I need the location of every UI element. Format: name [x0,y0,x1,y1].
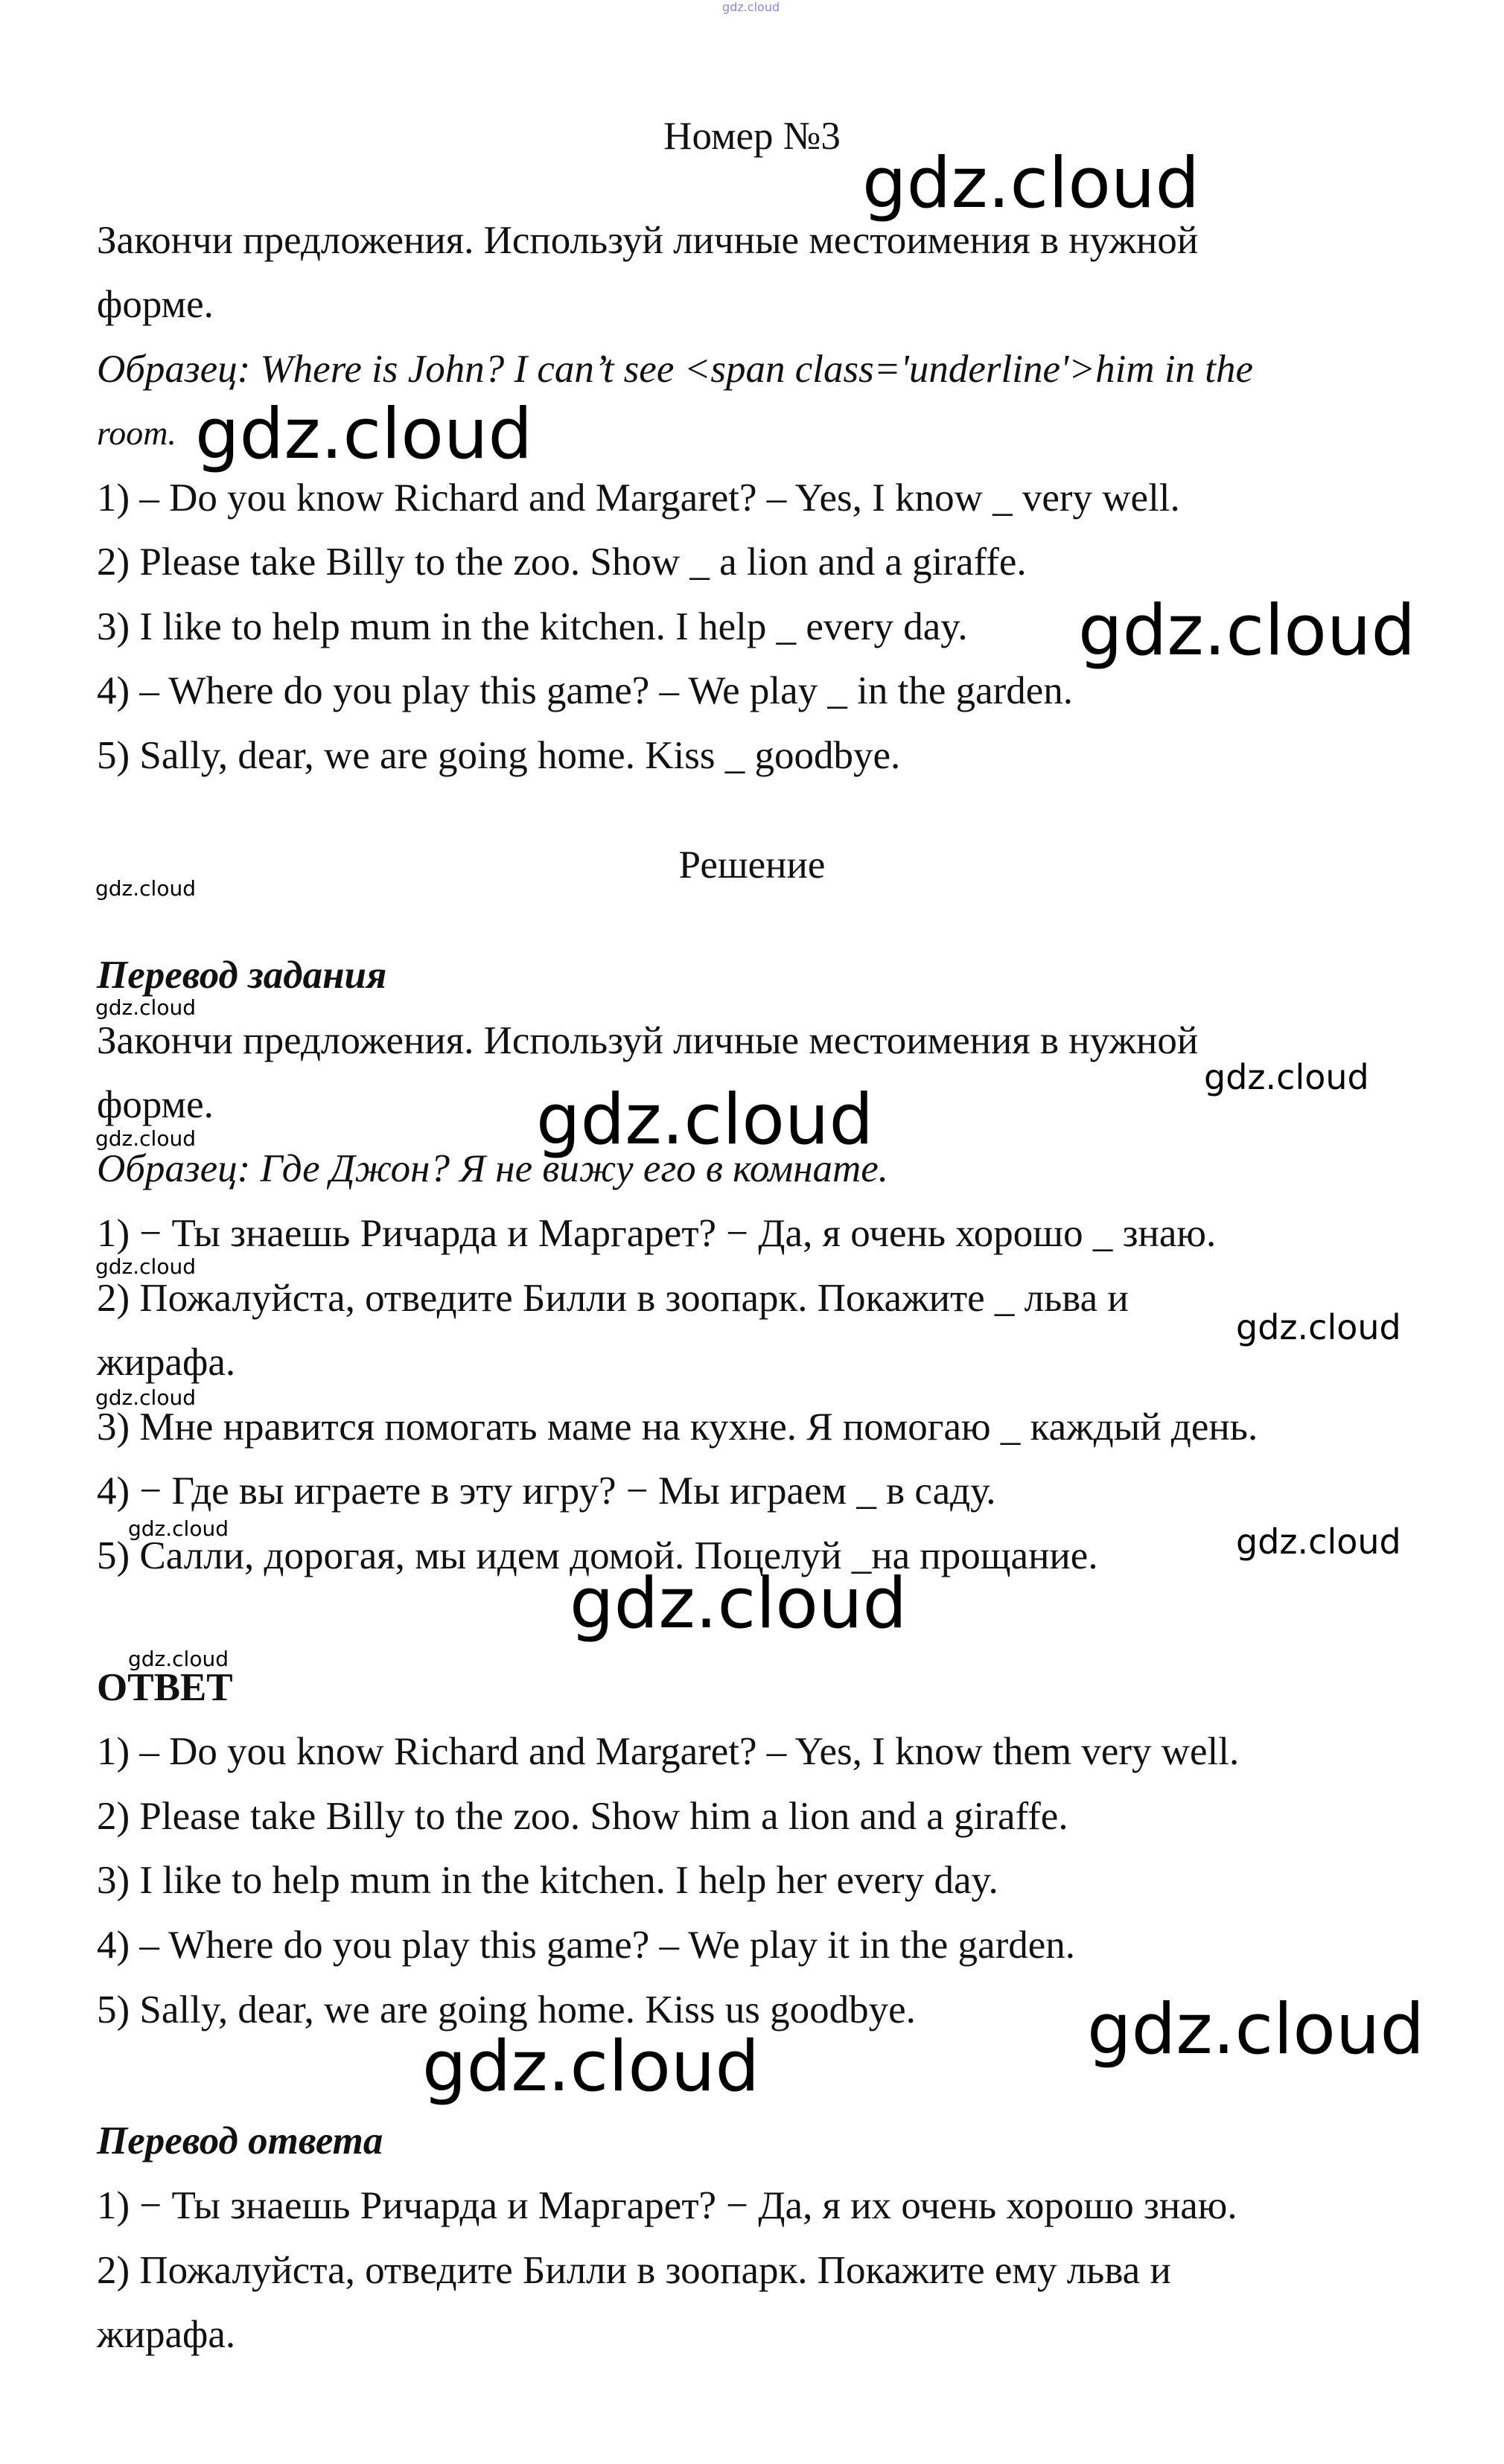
page-title: Номер №3 [663,115,841,158]
task-item: 3) I like to help mum in the kitchen. I help _ every day. [97,605,968,648]
task-example-line-1: Образец: Where is John? I can’t see <span class='underline'>him in the [97,348,1254,391]
watermark: gdz.cloud [1236,1522,1401,1562]
answer-translation-item: 1) − Ты знаешь Ричарда и Маргарет? − Да, я их очень хорошо знаю. [97,2184,1237,2227]
watermark: gdz.cloud [862,143,1200,224]
answer-translation-item: 2) Пожалуйста, отведите Билли в зоопарк. Покажите ему льва и [97,2249,1171,2292]
watermark: gdz.cloud [195,394,533,475]
translation-item: 5) Салли, дорогая, мы идем домой. Поцелуй _на прощание. [97,1534,1098,1577]
task-instruction-line-1: Закончи предложения. Используй личные местоимения в нужной [97,219,1199,262]
answer-translation-item: жирафа. [97,2313,236,2356]
translation-item: жирафа. [97,1341,236,1384]
watermark-tiny: gdz.cloud [722,0,780,14]
task-item: 1) – Do you know Richard and Margaret? – Yes, I know _ very well. [97,476,1180,520]
watermark: gdz.cloud [95,876,196,901]
translation-item: 4) − Где вы играете в эту игру? − Мы играем _ в саду. [97,1469,996,1513]
task-item: 4) – Where do you play this game? – We play _ in the garden. [97,669,1074,712]
translation-example: Образец: Где Джон? Я не вижу его в комнате. [97,1147,889,1190]
answer-item: 2) Please take Billy to the zoo. Show him a lion and a giraffe. [97,1795,1068,1838]
watermark: gdz.cloud [95,1254,196,1279]
solution-title: Решение [678,843,826,887]
translation-item: 3) Мне нравится помогать маме на кухне. Я помогаю _ каждый день. [97,1405,1258,1449]
answer-heading: ОТВЕТ [97,1666,233,1709]
answer-item: 5) Sally, dear, we are going home. Kiss us goodbye. [97,1988,916,2031]
watermark: gdz.cloud [128,1647,229,1671]
watermark: gdz.cloud [422,2026,760,2107]
watermark: gdz.cloud [1236,1307,1401,1347]
answer-item: 3) I like to help mum in the kitchen. I help her every day. [97,1859,998,1902]
task-instruction-line-2: форме. [97,283,214,326]
translation-item: 2) Пожалуйста, отведите Билли в зоопарк. Покажите _ льва и [97,1277,1129,1320]
watermark: gdz.cloud [95,995,196,1020]
watermark: gdz.cloud [1078,590,1416,671]
watermark: gdz.cloud [95,1126,196,1151]
task-example-line-2: room. [97,414,176,452]
translation-item: 1) − Ты знаешь Ричарда и Маргарет? − Да, я очень хорошо _ знаю. [97,1212,1217,1255]
watermark: gdz.cloud [536,1079,874,1161]
task-item: 5) Sally, dear, we are going home. Kiss _ goodbye. [97,734,901,777]
translation-heading: Перевод задания [97,954,387,997]
answer-item: 4) – Where do you play this game? – We play it in the garden. [97,1924,1076,1967]
watermark: gdz.cloud [95,1385,196,1410]
watermark: gdz.cloud [570,1563,908,1644]
translation-instruction-line-1: Закончи предложения. Используй личные местоимения в нужной [97,1019,1199,1062]
watermark: gdz.cloud [1204,1057,1369,1097]
answer-translation-heading: Перевод ответа [97,2119,383,2163]
watermark: gdz.cloud [1087,1989,1425,2070]
task-item: 2) Please take Billy to the zoo. Show _ a lion and a giraffe. [97,540,1027,584]
watermark: gdz.cloud [128,1516,229,1541]
translation-instruction-line-2: форме. [97,1083,214,1126]
answer-item: 1) – Do you know Richard and Margaret? – Yes, I know them very well. [97,1730,1240,1773]
